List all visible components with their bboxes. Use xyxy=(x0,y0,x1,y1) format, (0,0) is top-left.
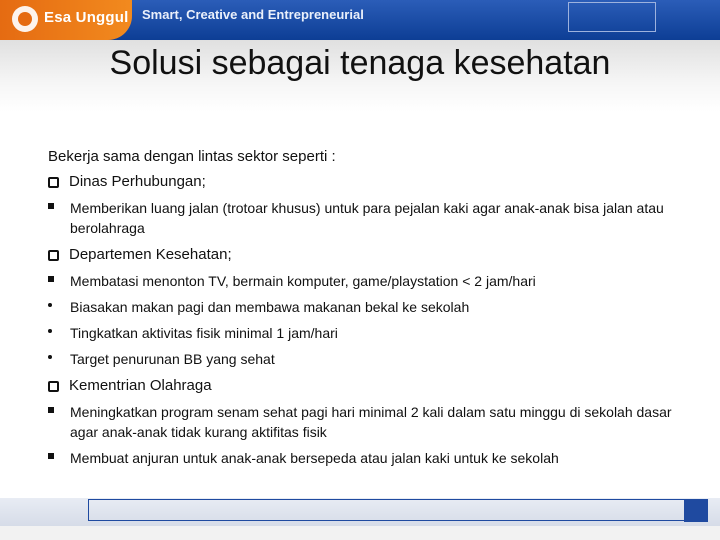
square-bullet-icon xyxy=(48,448,70,468)
square-bullet-icon xyxy=(48,271,70,291)
list-item-text: Meningkatkan program senam sehat pagi hari minimal 2 kali dalam satu minggu di sekolah dasar agar anak-anak tidak kurang aktifitas fisik xyxy=(70,404,672,440)
list-item xyxy=(48,271,688,291)
header-bar xyxy=(0,0,720,40)
section-heading xyxy=(48,246,688,263)
section-heading xyxy=(48,173,688,190)
section-heading xyxy=(48,377,688,394)
section-items xyxy=(48,271,688,369)
slide-title: Solusi sebagai tenaga kesehatan xyxy=(109,44,611,82)
tagline: Smart, Creative and Entrepreneurial xyxy=(142,7,364,22)
section-label: Dinas Perhubungan; xyxy=(69,173,206,190)
list-item-text: Tingkatkan aktivitas fisik minimal 1 jam/hari xyxy=(70,325,338,341)
list-item xyxy=(48,448,688,468)
slide-content xyxy=(48,148,688,476)
dot-bullet-icon xyxy=(48,297,70,317)
hollow-square-bullet-icon xyxy=(48,177,59,188)
section-items xyxy=(48,402,688,468)
list-item xyxy=(48,297,688,317)
list-item-text: Membatasi menonton TV, bermain komputer, game/playstation < 2 jam/hari xyxy=(70,273,536,289)
section-label: Kementrian Olahraga xyxy=(69,377,212,394)
section-items xyxy=(48,198,688,238)
list-item-text: Memberikan luang jalan (trotoar khusus) untuk para pejalan kaki agar anak-anak bisa jalan atau berolahraga xyxy=(70,200,664,236)
intro-text: Bekerja sama dengan lintas sektor seperti : xyxy=(48,148,336,165)
dot-bullet-icon xyxy=(48,349,70,369)
logo xyxy=(0,0,132,40)
list-item xyxy=(48,402,688,442)
list-item-text: Target penurunan BB yang sehat xyxy=(70,351,275,367)
square-bullet-icon xyxy=(48,198,70,218)
list-item xyxy=(48,349,688,369)
list-item xyxy=(48,323,688,343)
hollow-square-bullet-icon xyxy=(48,381,59,392)
dot-bullet-icon xyxy=(48,323,70,343)
university-emblem-icon xyxy=(12,6,38,32)
footer-accent-block xyxy=(684,500,708,522)
footer-outline xyxy=(88,499,708,521)
brand-name: Esa Unggul xyxy=(44,9,129,26)
list-item-text: Membuat anjuran untuk anak-anak bersepeda atau jalan kaki untuk ke sekolah xyxy=(70,450,559,466)
section-label: Departemen Kesehatan; xyxy=(69,246,232,263)
square-bullet-icon xyxy=(48,402,70,422)
list-item xyxy=(48,198,688,238)
footer-edge xyxy=(0,526,720,540)
header-decorative-box xyxy=(568,2,656,32)
list-item-text: Biasakan makan pagi dan membawa makanan bekal ke sekolah xyxy=(70,299,470,315)
hollow-square-bullet-icon xyxy=(48,250,59,261)
